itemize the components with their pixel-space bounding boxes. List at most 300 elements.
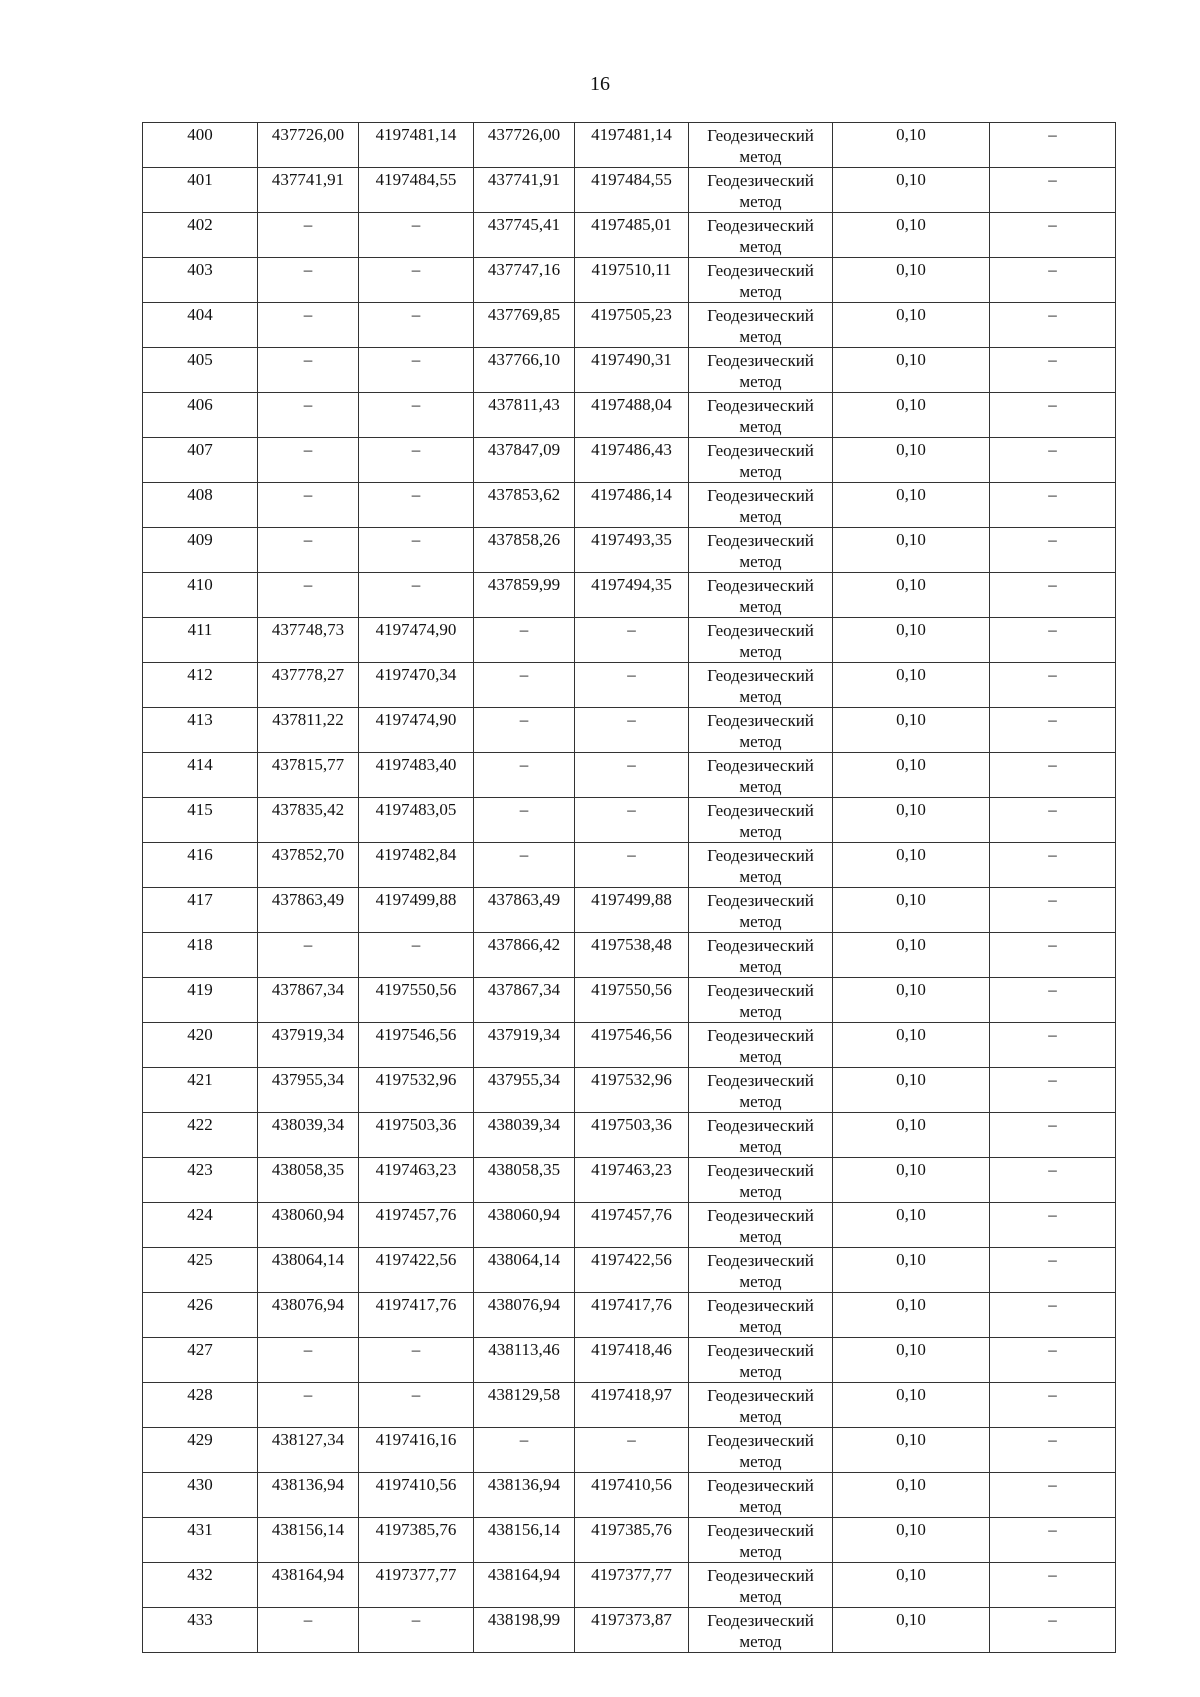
new-y-cell: – (575, 663, 689, 708)
new-x-cell: – (474, 618, 575, 663)
accuracy-cell: 0,10 (833, 708, 990, 753)
old-y-cell: 4197422,56 (359, 1248, 474, 1293)
old-y-cell: 4197457,76 (359, 1203, 474, 1248)
new-y-cell: 4197385,76 (575, 1518, 689, 1563)
accuracy-cell: 0,10 (833, 483, 990, 528)
new-x-cell: 437847,09 (474, 438, 575, 483)
method-cell: Геодезический метод (689, 303, 833, 348)
table-row (143, 1068, 1116, 1113)
method-cell: Геодезический метод (689, 393, 833, 438)
description-cell: – (990, 1608, 1116, 1653)
new-x-cell: 438136,94 (474, 1473, 575, 1518)
accuracy-cell: 0,10 (833, 798, 990, 843)
description-cell: – (990, 213, 1116, 258)
description-cell: – (990, 618, 1116, 663)
new-x-cell: – (474, 798, 575, 843)
point-number-cell: 400 (143, 123, 258, 168)
accuracy-cell: 0,10 (833, 1473, 990, 1518)
method-cell: Геодезический метод (689, 618, 833, 663)
new-x-cell: – (474, 708, 575, 753)
method-cell: Геодезический метод (689, 1338, 833, 1383)
new-y-cell: 4197486,14 (575, 483, 689, 528)
description-cell: – (990, 303, 1116, 348)
table-row (143, 213, 1116, 258)
table-row (143, 1608, 1116, 1653)
old-x-cell: – (258, 933, 359, 978)
old-y-cell: – (359, 303, 474, 348)
method-cell: Геодезический метод (689, 1518, 833, 1563)
old-y-cell: – (359, 528, 474, 573)
table-row (143, 798, 1116, 843)
method-cell: Геодезический метод (689, 978, 833, 1023)
old-y-cell: 4197474,90 (359, 618, 474, 663)
point-number-cell: 416 (143, 843, 258, 888)
table-row (143, 1023, 1116, 1068)
old-x-cell: – (258, 303, 359, 348)
accuracy-cell: 0,10 (833, 933, 990, 978)
old-x-cell: 437863,49 (258, 888, 359, 933)
point-number-cell: 413 (143, 708, 258, 753)
old-y-cell: 4197385,76 (359, 1518, 474, 1563)
point-number-cell: 426 (143, 1293, 258, 1338)
table-row (143, 618, 1116, 663)
table-row (143, 1248, 1116, 1293)
new-x-cell: 438198,99 (474, 1608, 575, 1653)
point-number-cell: 406 (143, 393, 258, 438)
table-row (143, 1338, 1116, 1383)
old-y-cell: – (359, 213, 474, 258)
old-y-cell: 4197417,76 (359, 1293, 474, 1338)
new-x-cell: 437858,26 (474, 528, 575, 573)
new-x-cell: 437919,34 (474, 1023, 575, 1068)
new-x-cell: – (474, 753, 575, 798)
new-y-cell: 4197410,56 (575, 1473, 689, 1518)
accuracy-cell: 0,10 (833, 393, 990, 438)
old-y-cell: – (359, 1383, 474, 1428)
description-cell: – (990, 1068, 1116, 1113)
point-number-cell: 432 (143, 1563, 258, 1608)
new-y-cell: 4197510,11 (575, 258, 689, 303)
point-number-cell: 405 (143, 348, 258, 393)
description-cell: – (990, 1563, 1116, 1608)
point-number-cell: 427 (143, 1338, 258, 1383)
old-x-cell: 438039,34 (258, 1113, 359, 1158)
new-x-cell: 438129,58 (474, 1383, 575, 1428)
method-cell: Геодезический метод (689, 1158, 833, 1203)
old-y-cell: – (359, 348, 474, 393)
new-y-cell: – (575, 798, 689, 843)
old-y-cell: – (359, 258, 474, 303)
table-row (143, 393, 1116, 438)
method-cell: Геодезический метод (689, 933, 833, 978)
point-number-cell: 410 (143, 573, 258, 618)
old-y-cell: – (359, 438, 474, 483)
method-cell: Геодезический метод (689, 573, 833, 618)
description-cell: – (990, 258, 1116, 303)
new-y-cell: 4197505,23 (575, 303, 689, 348)
accuracy-cell: 0,10 (833, 213, 990, 258)
old-y-cell: – (359, 1608, 474, 1653)
point-number-cell: 425 (143, 1248, 258, 1293)
point-number-cell: 402 (143, 213, 258, 258)
description-cell: – (990, 483, 1116, 528)
old-y-cell: 4197463,23 (359, 1158, 474, 1203)
table-row (143, 1473, 1116, 1518)
accuracy-cell: 0,10 (833, 888, 990, 933)
new-x-cell: 437745,41 (474, 213, 575, 258)
point-number-cell: 428 (143, 1383, 258, 1428)
accuracy-cell: 0,10 (833, 843, 990, 888)
new-x-cell: 438039,34 (474, 1113, 575, 1158)
description-cell: – (990, 393, 1116, 438)
point-number-cell: 412 (143, 663, 258, 708)
new-y-cell: 4197417,76 (575, 1293, 689, 1338)
accuracy-cell: 0,10 (833, 348, 990, 393)
accuracy-cell: 0,10 (833, 1293, 990, 1338)
accuracy-cell: 0,10 (833, 753, 990, 798)
point-number-cell: 407 (143, 438, 258, 483)
accuracy-cell: 0,10 (833, 123, 990, 168)
table-row (143, 123, 1116, 168)
description-cell: – (990, 1338, 1116, 1383)
point-number-cell: 401 (143, 168, 258, 213)
new-y-cell: 4197418,46 (575, 1338, 689, 1383)
new-y-cell: 4197485,01 (575, 213, 689, 258)
new-y-cell: 4197484,55 (575, 168, 689, 213)
description-cell: – (990, 933, 1116, 978)
new-x-cell: – (474, 1428, 575, 1473)
old-x-cell: 437741,91 (258, 168, 359, 213)
accuracy-cell: 0,10 (833, 258, 990, 303)
method-cell: Геодезический метод (689, 348, 833, 393)
description-cell: – (990, 123, 1116, 168)
description-cell: – (990, 573, 1116, 618)
description-cell: – (990, 1203, 1116, 1248)
new-x-cell: 437866,42 (474, 933, 575, 978)
table-row (143, 1383, 1116, 1428)
old-y-cell: 4197410,56 (359, 1473, 474, 1518)
new-y-cell: – (575, 843, 689, 888)
accuracy-cell: 0,10 (833, 1383, 990, 1428)
method-cell: Геодезический метод (689, 438, 833, 483)
accuracy-cell: 0,10 (833, 168, 990, 213)
description-cell: – (990, 1023, 1116, 1068)
old-x-cell: 438058,35 (258, 1158, 359, 1203)
new-y-cell: 4197546,56 (575, 1023, 689, 1068)
table-row (143, 528, 1116, 573)
description-cell: – (990, 438, 1116, 483)
method-cell: Геодезический метод (689, 843, 833, 888)
method-cell: Геодезический метод (689, 1608, 833, 1653)
table-row (143, 708, 1116, 753)
old-x-cell: – (258, 348, 359, 393)
new-x-cell: 437863,49 (474, 888, 575, 933)
point-number-cell: 431 (143, 1518, 258, 1563)
method-cell: Геодезический метод (689, 1293, 833, 1338)
description-cell: – (990, 1383, 1116, 1428)
table-row (143, 1428, 1116, 1473)
table-row (143, 438, 1116, 483)
old-x-cell: – (258, 483, 359, 528)
method-cell: Геодезический метод (689, 798, 833, 843)
old-x-cell: 437919,34 (258, 1023, 359, 1068)
point-number-cell: 429 (143, 1428, 258, 1473)
method-cell: Геодезический метод (689, 483, 833, 528)
description-cell: – (990, 1293, 1116, 1338)
point-number-cell: 417 (143, 888, 258, 933)
new-y-cell: 4197493,35 (575, 528, 689, 573)
new-x-cell: – (474, 663, 575, 708)
coordinates-table (142, 122, 1116, 1653)
method-cell: Геодезический метод (689, 258, 833, 303)
old-x-cell: – (258, 258, 359, 303)
table-row (143, 888, 1116, 933)
method-cell: Геодезический метод (689, 663, 833, 708)
accuracy-cell: 0,10 (833, 978, 990, 1023)
table-row (143, 1293, 1116, 1338)
new-y-cell: 4197538,48 (575, 933, 689, 978)
new-x-cell: 438156,14 (474, 1518, 575, 1563)
new-y-cell: 4197373,87 (575, 1608, 689, 1653)
old-y-cell: 4197482,84 (359, 843, 474, 888)
old-y-cell: 4197483,05 (359, 798, 474, 843)
new-x-cell: 437741,91 (474, 168, 575, 213)
table-row (143, 168, 1116, 213)
new-x-cell: 438076,94 (474, 1293, 575, 1338)
table-row (143, 1203, 1116, 1248)
table-row (143, 843, 1116, 888)
old-x-cell: 437811,22 (258, 708, 359, 753)
old-x-cell: 438136,94 (258, 1473, 359, 1518)
new-x-cell: 437769,85 (474, 303, 575, 348)
new-y-cell: 4197418,97 (575, 1383, 689, 1428)
old-y-cell: 4197484,55 (359, 168, 474, 213)
old-x-cell: 438076,94 (258, 1293, 359, 1338)
accuracy-cell: 0,10 (833, 1158, 990, 1203)
old-x-cell: – (258, 438, 359, 483)
table-row (143, 1158, 1116, 1203)
accuracy-cell: 0,10 (833, 1113, 990, 1158)
table-row (143, 1563, 1116, 1608)
new-y-cell: 4197481,14 (575, 123, 689, 168)
new-y-cell: 4197463,23 (575, 1158, 689, 1203)
new-y-cell: 4197503,36 (575, 1113, 689, 1158)
method-cell: Геодезический метод (689, 1563, 833, 1608)
point-number-cell: 430 (143, 1473, 258, 1518)
new-y-cell: 4197499,88 (575, 888, 689, 933)
point-number-cell: 414 (143, 753, 258, 798)
new-x-cell: 437867,34 (474, 978, 575, 1023)
description-cell: – (990, 1428, 1116, 1473)
method-cell: Геодезический метод (689, 213, 833, 258)
new-x-cell: 437859,99 (474, 573, 575, 618)
method-cell: Геодезический метод (689, 123, 833, 168)
new-x-cell: – (474, 843, 575, 888)
description-cell: – (990, 1113, 1116, 1158)
point-number-cell: 411 (143, 618, 258, 663)
point-number-cell: 408 (143, 483, 258, 528)
new-y-cell: – (575, 708, 689, 753)
point-number-cell: 421 (143, 1068, 258, 1113)
point-number-cell: 433 (143, 1608, 258, 1653)
description-cell: – (990, 1158, 1116, 1203)
description-cell: – (990, 888, 1116, 933)
description-cell: – (990, 798, 1116, 843)
accuracy-cell: 0,10 (833, 1428, 990, 1473)
method-cell: Геодезический метод (689, 1068, 833, 1113)
description-cell: – (990, 348, 1116, 393)
table-row (143, 1113, 1116, 1158)
new-y-cell: – (575, 618, 689, 663)
point-number-cell: 415 (143, 798, 258, 843)
old-x-cell: – (258, 1383, 359, 1428)
old-x-cell: 438127,34 (258, 1428, 359, 1473)
accuracy-cell: 0,10 (833, 1203, 990, 1248)
old-x-cell: – (258, 393, 359, 438)
accuracy-cell: 0,10 (833, 618, 990, 663)
new-y-cell: 4197457,76 (575, 1203, 689, 1248)
new-x-cell: 437811,43 (474, 393, 575, 438)
new-x-cell: 438064,14 (474, 1248, 575, 1293)
method-cell: Геодезический метод (689, 1473, 833, 1518)
accuracy-cell: 0,10 (833, 1068, 990, 1113)
new-x-cell: 438060,94 (474, 1203, 575, 1248)
new-y-cell: 4197422,56 (575, 1248, 689, 1293)
old-y-cell: 4197481,14 (359, 123, 474, 168)
table-row (143, 933, 1116, 978)
accuracy-cell: 0,10 (833, 663, 990, 708)
old-y-cell: 4197483,40 (359, 753, 474, 798)
table-row (143, 348, 1116, 393)
method-cell: Геодезический метод (689, 168, 833, 213)
method-cell: Геодезический метод (689, 1203, 833, 1248)
method-cell: Геодезический метод (689, 1428, 833, 1473)
description-cell: – (990, 168, 1116, 213)
point-number-cell: 404 (143, 303, 258, 348)
old-y-cell: 4197550,56 (359, 978, 474, 1023)
table-row (143, 573, 1116, 618)
old-x-cell: 437815,77 (258, 753, 359, 798)
new-x-cell: 437747,16 (474, 258, 575, 303)
old-y-cell: 4197503,36 (359, 1113, 474, 1158)
old-y-cell: – (359, 1338, 474, 1383)
old-y-cell: 4197416,16 (359, 1428, 474, 1473)
old-x-cell: – (258, 213, 359, 258)
new-y-cell: 4197488,04 (575, 393, 689, 438)
old-y-cell: 4197499,88 (359, 888, 474, 933)
new-y-cell: – (575, 753, 689, 798)
old-x-cell: 437778,27 (258, 663, 359, 708)
point-number-cell: 422 (143, 1113, 258, 1158)
old-x-cell: 437835,42 (258, 798, 359, 843)
old-y-cell: – (359, 573, 474, 618)
description-cell: – (990, 1518, 1116, 1563)
old-x-cell: 437955,34 (258, 1068, 359, 1113)
old-x-cell: 437852,70 (258, 843, 359, 888)
description-cell: – (990, 1473, 1116, 1518)
point-number-cell: 403 (143, 258, 258, 303)
old-x-cell: 437867,34 (258, 978, 359, 1023)
point-number-cell: 424 (143, 1203, 258, 1248)
accuracy-cell: 0,10 (833, 303, 990, 348)
old-x-cell: 438156,14 (258, 1518, 359, 1563)
old-y-cell: 4197377,77 (359, 1563, 474, 1608)
page-number: 16 (590, 73, 610, 95)
new-x-cell: 437955,34 (474, 1068, 575, 1113)
accuracy-cell: 0,10 (833, 1248, 990, 1293)
new-y-cell: 4197532,96 (575, 1068, 689, 1113)
description-cell: – (990, 1248, 1116, 1293)
point-number-cell: 420 (143, 1023, 258, 1068)
old-y-cell: 4197546,56 (359, 1023, 474, 1068)
accuracy-cell: 0,10 (833, 1563, 990, 1608)
new-x-cell: 437766,10 (474, 348, 575, 393)
old-x-cell: – (258, 573, 359, 618)
old-y-cell: 4197532,96 (359, 1068, 474, 1113)
method-cell: Геодезический метод (689, 1113, 833, 1158)
description-cell: – (990, 978, 1116, 1023)
description-cell: – (990, 528, 1116, 573)
old-x-cell: 438060,94 (258, 1203, 359, 1248)
old-y-cell: – (359, 483, 474, 528)
old-x-cell: – (258, 1608, 359, 1653)
table-row (143, 483, 1116, 528)
new-y-cell: 4197550,56 (575, 978, 689, 1023)
accuracy-cell: 0,10 (833, 1608, 990, 1653)
method-cell: Геодезический метод (689, 753, 833, 798)
new-y-cell: – (575, 1428, 689, 1473)
point-number-cell: 418 (143, 933, 258, 978)
table-row (143, 978, 1116, 1023)
old-x-cell: – (258, 1338, 359, 1383)
accuracy-cell: 0,10 (833, 438, 990, 483)
new-x-cell: 438058,35 (474, 1158, 575, 1203)
method-cell: Геодезический метод (689, 708, 833, 753)
new-y-cell: 4197490,31 (575, 348, 689, 393)
table-row (143, 753, 1116, 798)
table-row (143, 663, 1116, 708)
old-x-cell: 438064,14 (258, 1248, 359, 1293)
old-y-cell: – (359, 933, 474, 978)
method-cell: Геодезический метод (689, 1383, 833, 1428)
point-number-cell: 423 (143, 1158, 258, 1203)
accuracy-cell: 0,10 (833, 1518, 990, 1563)
old-x-cell: 437726,00 (258, 123, 359, 168)
accuracy-cell: 0,10 (833, 573, 990, 618)
table-row (143, 1518, 1116, 1563)
new-y-cell: 4197494,35 (575, 573, 689, 618)
description-cell: – (990, 708, 1116, 753)
table-row (143, 303, 1116, 348)
accuracy-cell: 0,10 (833, 1023, 990, 1068)
table-body (143, 123, 1116, 1653)
method-cell: Геодезический метод (689, 528, 833, 573)
old-y-cell: – (359, 393, 474, 438)
old-x-cell: 437748,73 (258, 618, 359, 663)
point-number-cell: 419 (143, 978, 258, 1023)
method-cell: Геодезический метод (689, 1023, 833, 1068)
table-row (143, 258, 1116, 303)
old-x-cell: – (258, 528, 359, 573)
method-cell: Геодезический метод (689, 1248, 833, 1293)
new-x-cell: 437853,62 (474, 483, 575, 528)
old-y-cell: 4197474,90 (359, 708, 474, 753)
description-cell: – (990, 843, 1116, 888)
description-cell: – (990, 753, 1116, 798)
accuracy-cell: 0,10 (833, 528, 990, 573)
method-cell: Геодезический метод (689, 888, 833, 933)
new-x-cell: 438164,94 (474, 1563, 575, 1608)
